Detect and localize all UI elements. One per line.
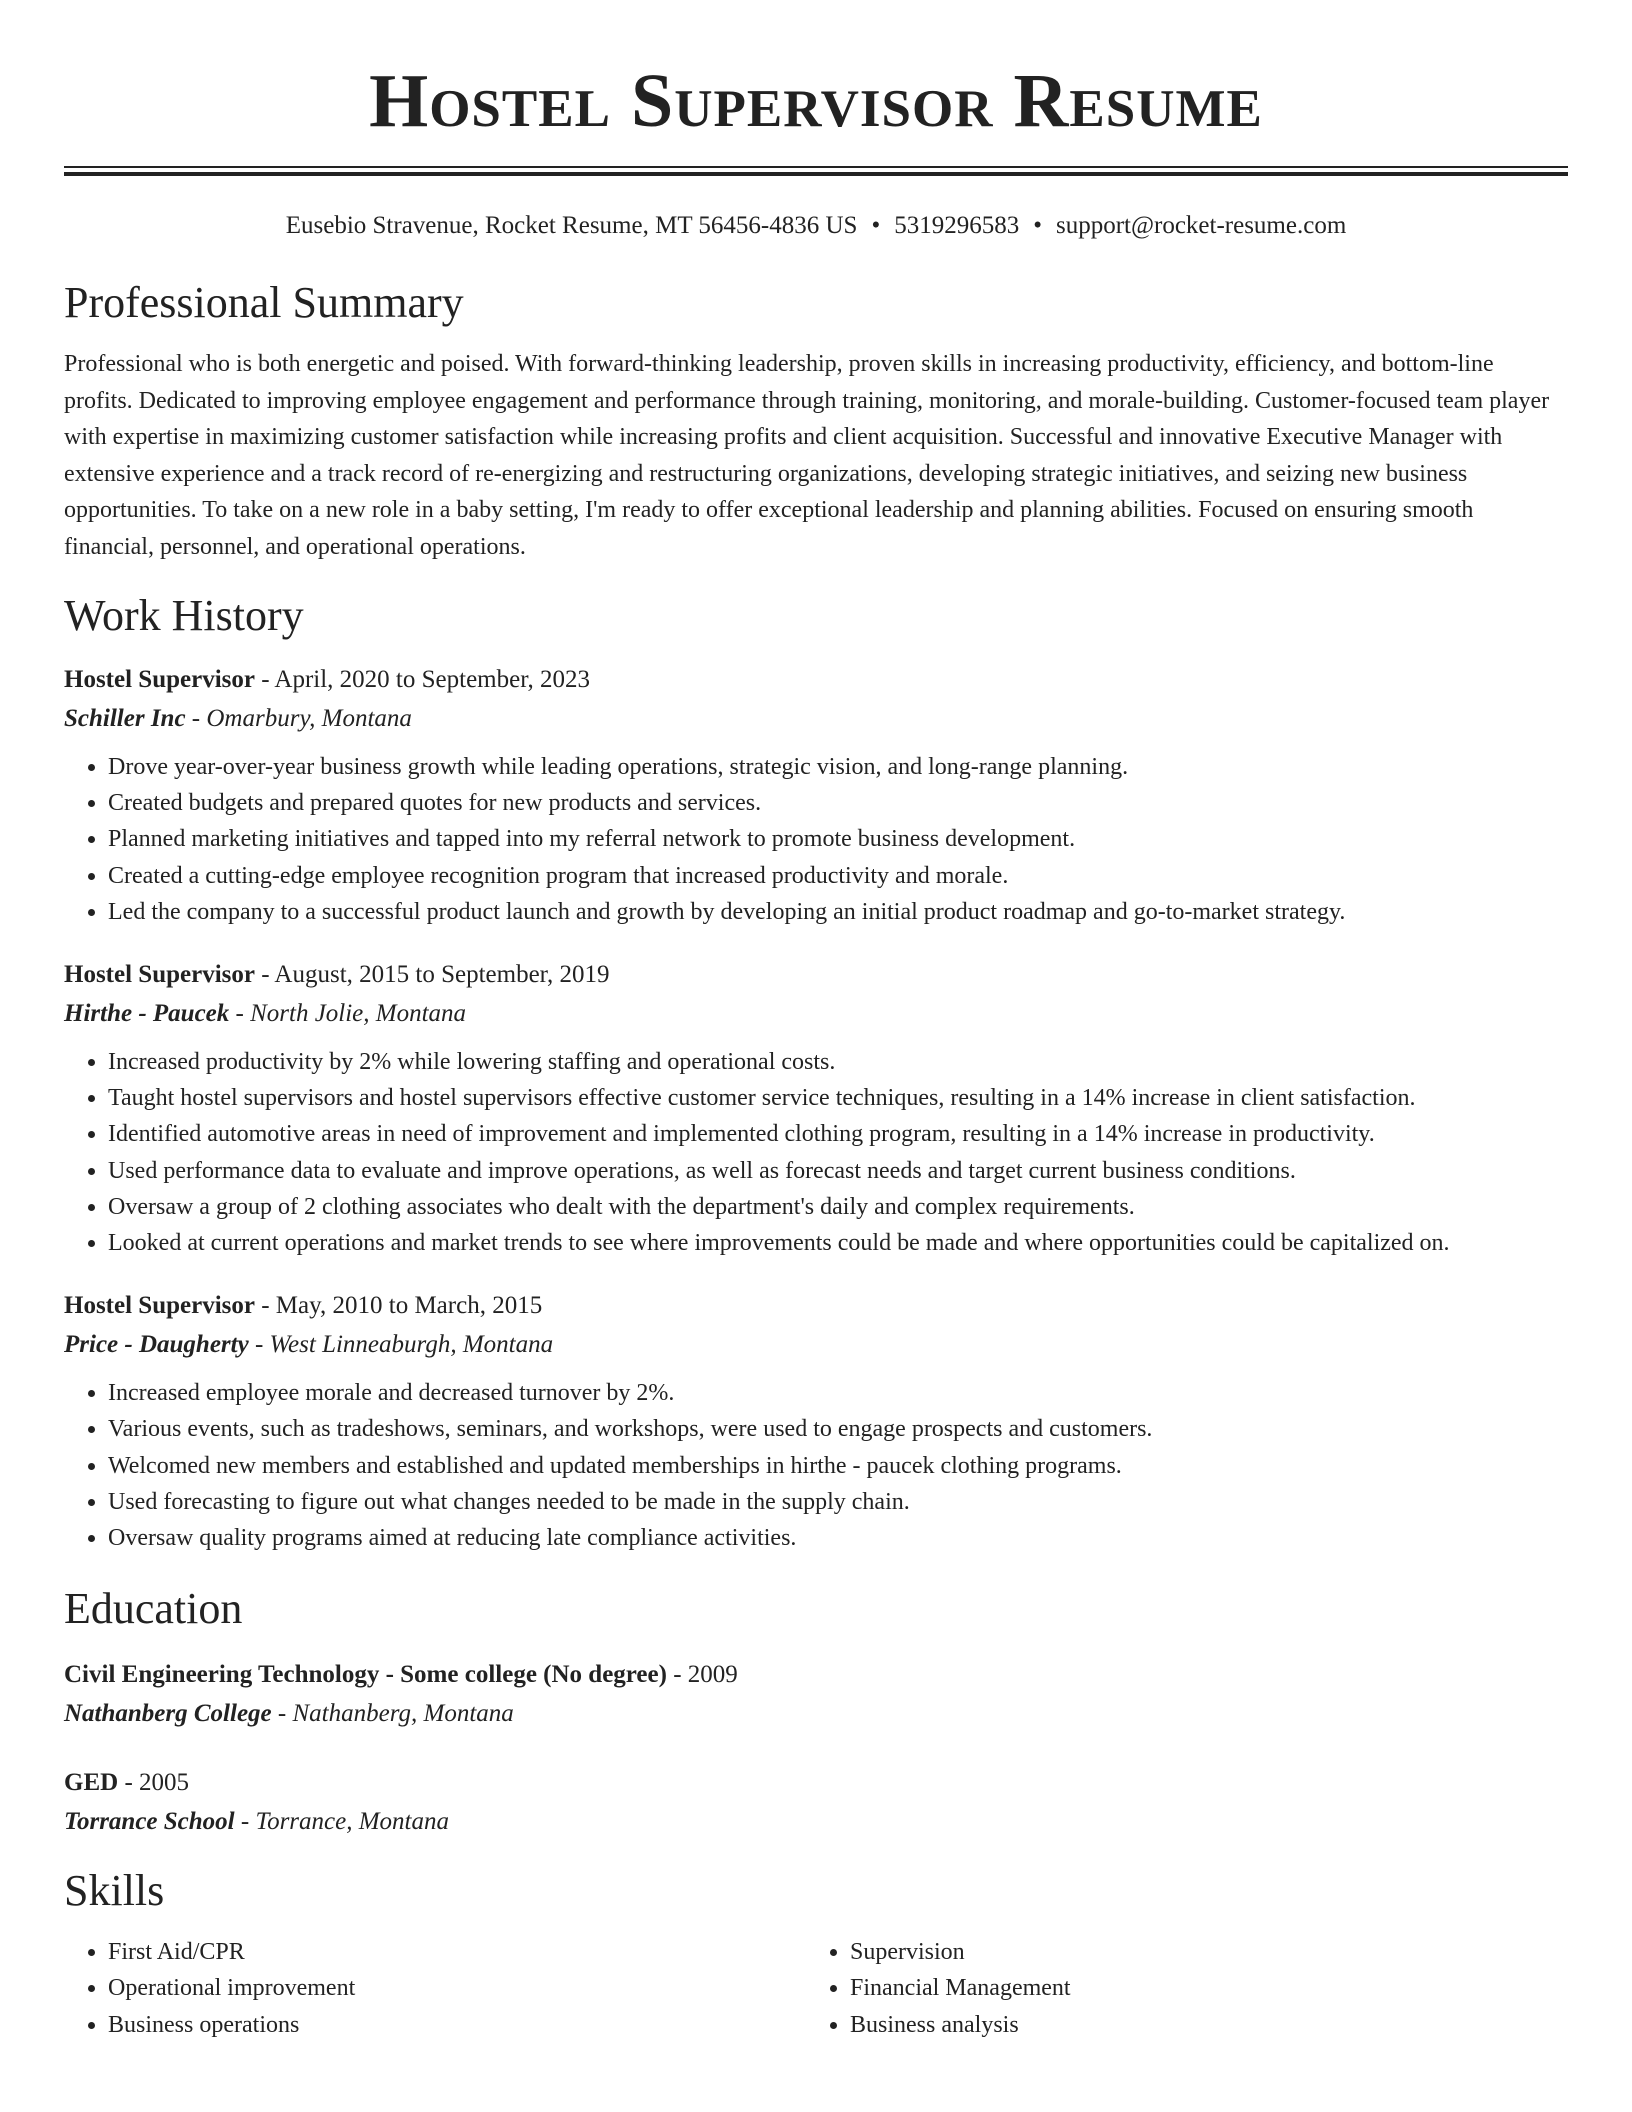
skills-heading: Skills — [64, 1866, 165, 1916]
job-bullet: • Increased employee morale and decreased turnover by 2%. — [108, 1375, 1568, 1411]
school-name: Torrance School — [64, 1808, 235, 1836]
degree-line — [64, 1656, 1568, 1694]
education-entry — [64, 1764, 1568, 1842]
job-title: Hostel Supervisor — [64, 961, 255, 989]
skills-column-right — [806, 1934, 1548, 2043]
degree-line — [64, 1764, 1568, 1802]
company-location: - West Linneaburgh, Montana — [248, 1331, 554, 1359]
education-entry — [64, 1656, 1568, 1734]
job-bullet: • Created a cutting-edge employee recognition program that increased productivity and morale. — [108, 858, 1568, 894]
company-name: Schiller Inc — [64, 705, 186, 732]
contact-email: support@rocket-resume.com — [1055, 212, 1347, 239]
title-divider — [64, 166, 1568, 176]
degree: GED — [64, 1769, 119, 1797]
company-location: - Omarbury, Montana — [185, 705, 412, 732]
skill-item: • Business analysis — [850, 2007, 1548, 2043]
skill-item: • Operational improvement — [108, 1970, 806, 2006]
job-bullet: • Oversaw a group of 2 clothing associates who dealt with the department's daily and complex requirements. — [108, 1189, 1568, 1225]
job-bullet-list — [64, 749, 1568, 930]
skill-item: • Business operations — [108, 2007, 806, 2043]
job-bullet: • Used forecasting to figure out what changes needed to be made in the supply chain. — [108, 1484, 1568, 1520]
job-bullet-list — [64, 1044, 1568, 1261]
school-line — [64, 1802, 1568, 1842]
graduation-year: - 2009 — [666, 1661, 738, 1689]
job-bullet: • Looked at current operations and market trends to see where improvements could be made and where opportunities could be capitalized on. — [108, 1225, 1568, 1261]
job-bullet: • Led the company to a successful product launch and growth by developing an initial product roadmap and go-to-market strategy. — [108, 894, 1568, 930]
job-title-line — [64, 1287, 1568, 1325]
skill-item: • First Aid/CPR — [108, 1934, 806, 1970]
skill-item: • Supervision — [850, 1934, 1548, 1970]
job-bullet: • Drove year-over-year business growth while leading operations, strategic vision, and long-range planning. — [108, 749, 1568, 785]
skill-item: • Financial Management — [850, 1970, 1548, 2006]
summary-heading: Professional Summary — [64, 278, 464, 327]
summary-text: Professional who is both energetic and poised. With forward-thinking leadership, proven skills in increasing productivity, efficiency, and bottom-line profits. Dedicated to improving employee engagement and performance through training, monitoring, and morale-building. Customer-focused team player with expertise in maximizing customer satisfaction while increasing profits and client acquisition. Successful and innovative Executive Manager with extensive experience and a track record of re-energizing and restructuring organizations, developing strategic initiatives, and seizing new business opportunities. To take on a new role in a baby setting, I'm ready to offer exceptional leadership and planning abilities. Focused on ensuring smooth financial, personnel, and operational operations. — [64, 351, 1550, 560]
job-bullet: • Taught hostel supervisors and hostel supervisors effective customer service techniques, resulting in a 14% increase in client satisfaction. — [108, 1080, 1568, 1116]
job-title: Hostel Supervisor — [64, 1292, 255, 1320]
contact-separator: • — [871, 212, 881, 239]
graduation-year: - 2005 — [118, 1769, 190, 1797]
job-bullet: • Used performance data to evaluate and improve operations, as well as forecast needs and target current business conditions. — [108, 1153, 1568, 1189]
degree: Civil Engineering Technology - Some college (No degree) — [64, 1661, 667, 1689]
skills-list — [806, 1934, 1548, 2043]
job-title: Hostel Supervisor — [64, 666, 255, 693]
school-name: Nathanberg College — [64, 1700, 272, 1728]
work-history-heading: Work History — [64, 591, 304, 640]
job-entry — [64, 661, 1568, 930]
job-bullet: • Various events, such as tradeshows, seminars, and workshops, were used to engage prospects and customers. — [108, 1411, 1568, 1447]
job-dates: - May, 2010 to March, 2015 — [254, 1292, 543, 1320]
job-bullet: • Increased productivity by 2% while lowering staffing and operational costs. — [108, 1044, 1568, 1080]
skills-list — [64, 1934, 806, 2043]
page-title: Hostel Supervisor Resume — [369, 59, 1263, 143]
job-bullet: • Welcomed new members and established and updated memberships in hirthe - paucek clothing programs. — [108, 1448, 1568, 1484]
skills-column-left — [64, 1934, 806, 2043]
job-entry — [64, 1287, 1568, 1556]
contact-address: Eusebio Stravenue, Rocket Resume, MT 56456-4836 US — [285, 212, 858, 239]
company-line — [64, 994, 1568, 1034]
job-title-line — [64, 956, 1568, 994]
job-entry — [64, 956, 1568, 1261]
contact-separator: • — [1033, 212, 1042, 239]
company-location: - North Jolie, Montana — [229, 1000, 467, 1028]
contact-line — [64, 210, 1568, 242]
job-bullet: • Created budgets and prepared quotes for new products and services. — [108, 785, 1568, 821]
skills-columns — [64, 1934, 1568, 2043]
job-title-line — [64, 661, 1568, 699]
company-name: Price - Daugherty — [64, 1331, 249, 1359]
job-dates: - August, 2015 to September, 2019 — [254, 961, 610, 989]
school-location: - Nathanberg, Montana — [271, 1700, 514, 1728]
job-bullet: • Planned marketing initiatives and tapped into my referral network to promote business development. — [108, 821, 1568, 857]
school-location: - Torrance, Montana — [234, 1808, 449, 1836]
contact-phone: 5319296583 — [894, 212, 1020, 239]
job-dates: - April, 2020 to September, 2023 — [254, 666, 591, 693]
job-bullet: • Oversaw quality programs aimed at reducing late compliance activities. — [108, 1520, 1568, 1556]
job-bullet-list — [64, 1375, 1568, 1556]
company-line — [64, 699, 1568, 739]
job-bullet: • Identified automotive areas in need of improvement and implemented clothing program, resulting in a 14% increase in productivity. — [108, 1116, 1568, 1152]
company-name: Hirthe - Paucek — [64, 1000, 230, 1028]
company-line — [64, 1325, 1568, 1365]
school-line — [64, 1694, 1568, 1734]
education-heading: Education — [64, 1584, 243, 1634]
